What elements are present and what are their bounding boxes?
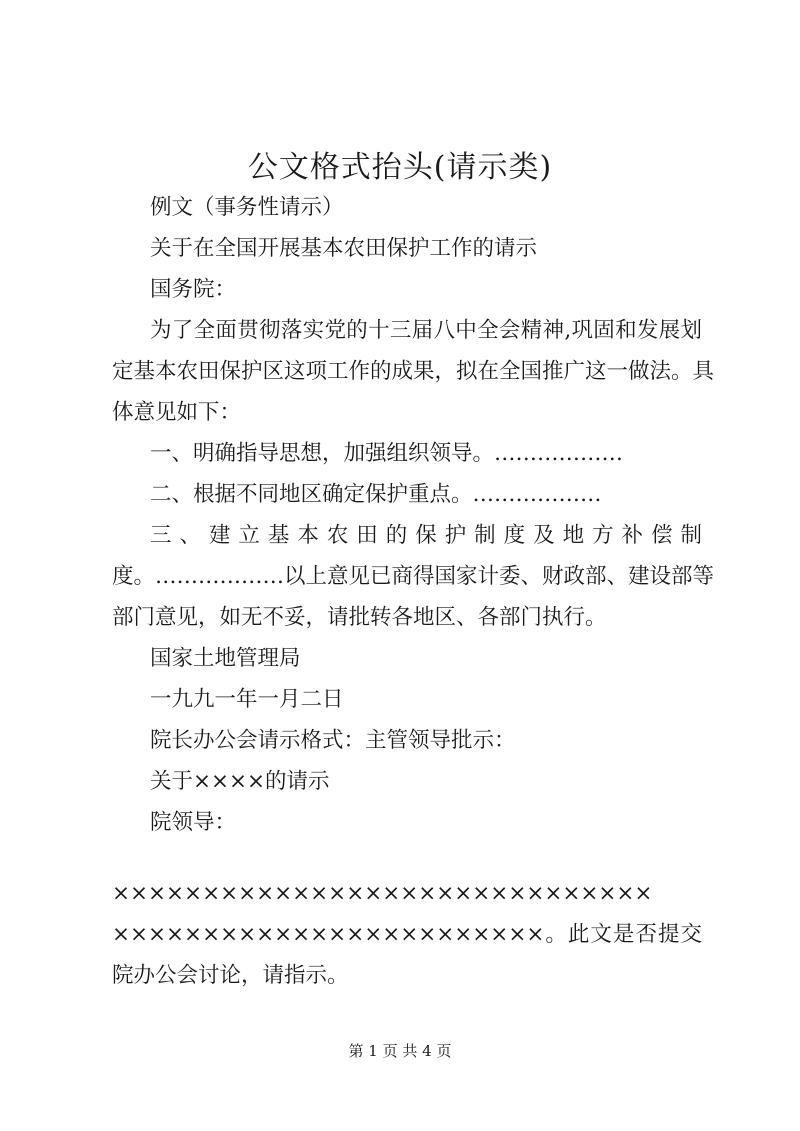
issue-date: 一九九一年一月二日 xyxy=(150,687,344,712)
example-label: 例文（事务性请示） xyxy=(150,195,344,220)
addressee: 国务院： xyxy=(150,277,237,302)
body-paragraph-line: 体意见如下： xyxy=(112,400,242,425)
item-three: 三、建立基本农田的保护制度及地方补偿制 xyxy=(150,523,702,548)
request-subject: 关于在全国开展基本农田保护工作的请示 xyxy=(150,236,538,261)
body-paragraph-line: 定基本农田保护区这项工作的成果，拟在全国推广这一做法。具 xyxy=(112,359,715,384)
body-paragraph-line: 部门意见，如无不妥，请批转各地区、各部门执行。 xyxy=(112,605,607,630)
template-body-line: ××××××××××××××××××××××××。此文是否提交 xyxy=(112,922,702,947)
page-number: 第 1 页 共 4 页 xyxy=(348,1042,452,1060)
template-addressee: 院领导： xyxy=(150,810,237,835)
template-body-line: ×××××××××××××××××××××××××××××× xyxy=(112,881,653,906)
format-heading: 院长办公会请示格式：主管领导批示： xyxy=(150,728,516,753)
issuer: 国家土地管理局 xyxy=(150,646,301,671)
item-one: 一、明确指导思想，加强组织领导。……………… xyxy=(150,441,624,466)
template-body-line: 院办公会讨论，请指示。 xyxy=(112,963,349,988)
document-title: 公文格式抬头(请示类) xyxy=(247,150,553,185)
template-subject: 关于××××的请示 xyxy=(150,769,330,794)
body-paragraph-line: 为了全面贯彻落实党的十三届八中全会精神,巩固和发展划 xyxy=(150,318,702,343)
item-two: 二、根据不同地区确定保护重点。……………… xyxy=(150,482,602,507)
body-paragraph-line: 度。………………以上意见已商得国家计委、财政部、建设部等 xyxy=(112,564,715,589)
